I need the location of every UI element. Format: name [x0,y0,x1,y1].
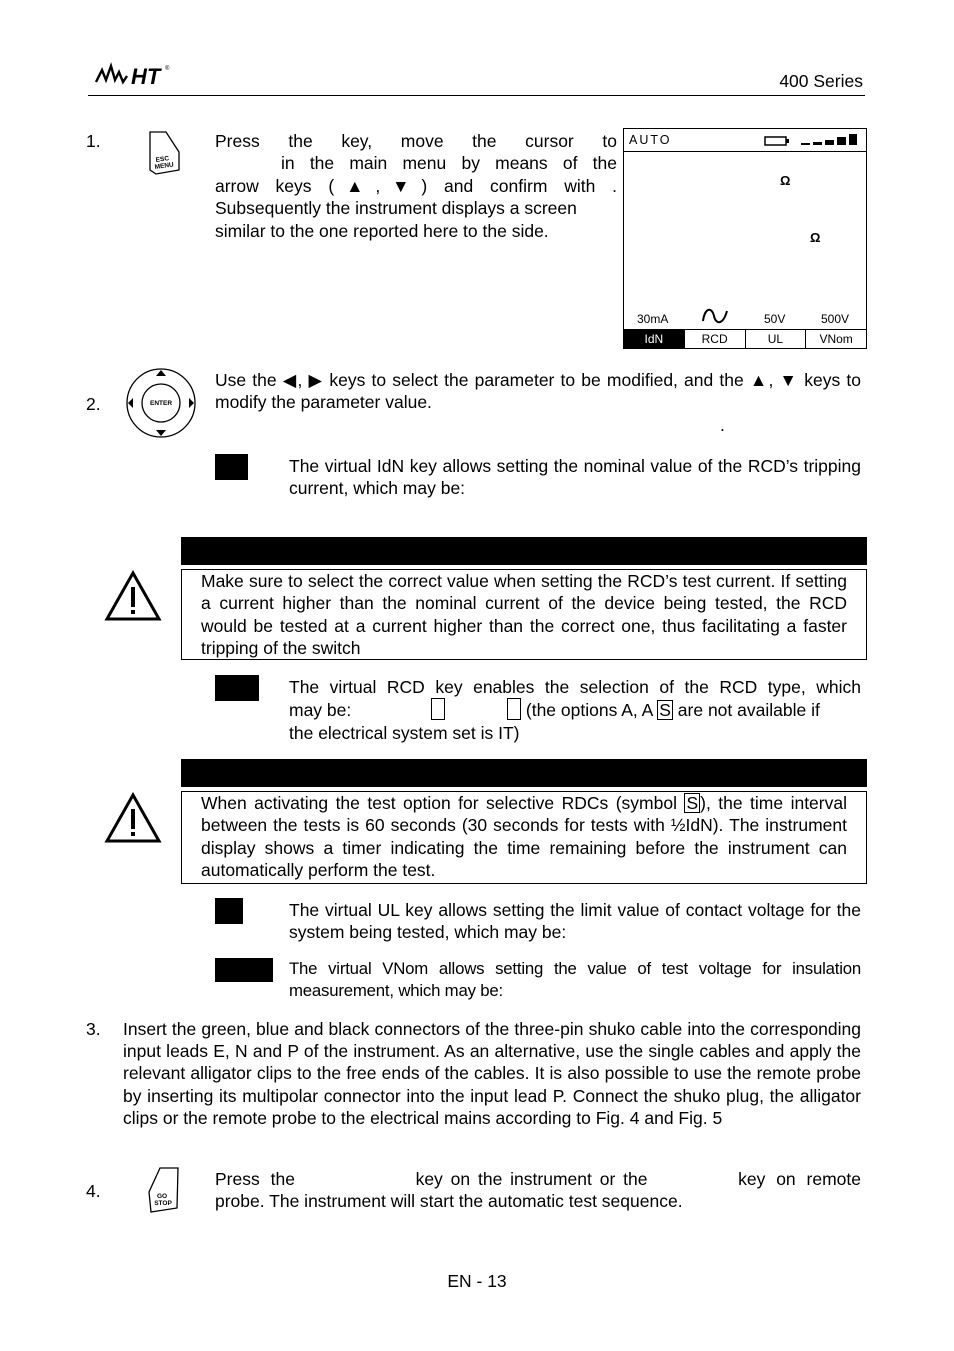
tab-vnom[interactable]: VNom [805,330,866,348]
tab-idn[interactable]: IdN [624,330,684,348]
svg-text:ESC: ESC [155,155,170,164]
series-label: 400 Series [779,71,863,91]
step-4-press: Press the [215,1169,295,1189]
step-4-number: 4. [86,1181,101,1201]
warning-2-icon [104,792,162,844]
step-4-line-2: probe. The instrument will start the automatic test sequence. [215,1191,683,1212]
step-1-line-2: in the main menu by means of the [281,153,617,174]
step-4-line-1 [215,1168,861,1190]
header-rule [88,95,865,96]
selective-symbol: S [659,700,671,721]
step-2-number: 2. [86,394,101,414]
svg-text:MENU: MENU [154,161,175,171]
rcd-options: (the options A, A [525,700,653,721]
esc-menu-key-icon [146,130,182,176]
rcd-not-available: are not available if [677,700,820,721]
rcd-line-1: The virtual RCD key enables the selection of the RCD type, which [289,677,861,697]
svg-text:GO: GO [156,1193,168,1200]
warning-2-selective-symbol: S [686,793,699,813]
warning-2-text-b: ), the time interval between the tests is 60 seconds (30 seconds for tests with ½IdN). The instrument display shows a timer indicating the time remaining before the instrument can automatically perform the test. [201,793,847,881]
page-number: EN - 13 [447,1271,507,1291]
warning-1-icon [104,570,162,622]
omega-unit-2: Ω [810,230,821,245]
mode-label: AUTO [629,133,672,147]
idn-description: The virtual IdN key allows setting the nominal value of the RCD’s tripping current, which may be: [289,456,861,499]
value-ul: 50V [764,312,786,326]
warning-1-box: Make sure to select the correct value when setting the RCD’s test current. If setting a current higher than the nominal current of the device being tested, the RCD would be tested at a current higher than the correct one, thus facilitating a faster tripping of the switch [181,569,867,660]
go-stop-key-icon [146,1166,182,1214]
brand-logo [94,62,170,88]
step-3-text: Insert the green, blue and black connectors of the three-pin shuko cable into the corresponding input leads E, N and P of the instrument. As an alternative, use the single cables and apply the relevant alligator clips to the free ends of the cables. It is also possible to use the remote probe by inserting its multipolar connector into the input lead P. Connect the shuko plug, the alligator clips or the remote probe to the electrical mains according to Fig. 4 and Fig. 5 [123,1019,861,1128]
warning-2-text-a: When activating the test option for selective RDCs (symbol [201,793,677,813]
step-1-line-3: arrow keys (▲,▼) and confirm with . [215,175,617,196]
value-idn: 30mA [637,312,669,326]
rcd-description [289,676,861,744]
display-tabs [624,329,866,348]
rcd-line-2 [289,698,861,721]
enter-keypad-icon [124,367,198,439]
vnom-key [215,958,273,982]
ul-key [215,898,243,924]
display-status-bar [624,129,866,152]
vnom-description: The virtual VNom allows setting the value of test voltage for insulation measurement, which may be: [289,959,861,1001]
battery-icon [764,135,790,149]
ul-description: The virtual UL key allows setting the limit value of contact voltage for the system being tested, which may be: [289,900,861,943]
step-1-text [215,130,617,242]
step-1-number: 1. [86,131,101,151]
sine-wave-icon [701,307,729,328]
tab-rcd[interactable]: RCD [684,330,745,348]
step-1-line-1: Press the key, move the cursor to [215,131,617,151]
rcd-line-3: the electrical system set is IT) [289,722,520,743]
step-1-line-4: Subsequently the instrument displays a screen [215,198,577,219]
tab-ul[interactable]: UL [745,330,806,348]
step-4-remote: key on remote [738,1169,861,1189]
step-4-text [215,1168,861,1213]
warning-1-bar [181,537,867,565]
logo-text: HT [131,64,161,88]
instrument-display [623,128,867,349]
warning-2-box [181,791,867,884]
signal-bars-icon [800,133,858,150]
step-2-dot: . [720,415,725,435]
step-1-line-5: similar to the one reported here to the side. [215,220,549,241]
rcd-key [215,675,259,701]
warning-2-bar [181,759,867,787]
step-4-instrument: key on the instrument or the [415,1169,648,1189]
idn-key [215,454,248,480]
step-3-number: 3. [86,1019,101,1039]
rcd-type-symbol-2 [507,698,521,720]
svg-text:STOP: STOP [154,1200,172,1207]
rcd-may-be: may be: [289,700,352,721]
svg-text:ENTER: ENTER [149,400,173,407]
step-2-text: Use the ◀, ▶ keys to select the parameter to be modified, and the ▲, ▼ keys to modify the parameter value. [215,370,861,413]
omega-unit-1: Ω [780,173,791,188]
svg-text:®: ® [165,66,170,72]
rcd-type-symbol-1 [431,698,445,720]
value-vnom: 500V [821,312,850,326]
